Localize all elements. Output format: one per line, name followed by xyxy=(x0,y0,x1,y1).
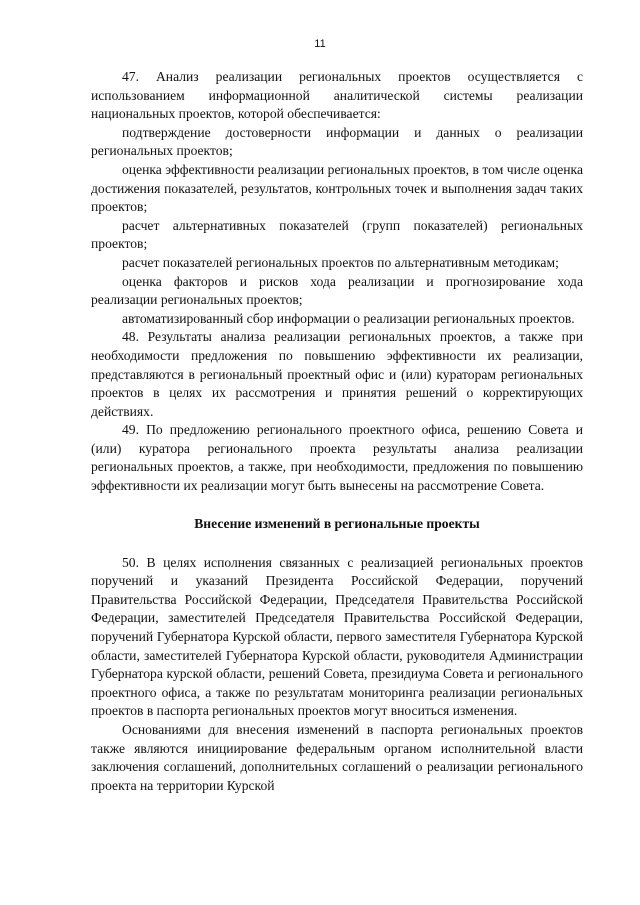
paragraph-49: 49. По предложению регионального проектного офиса, решению Совета и (или) куратора регионального проекта результаты анализа реализации региональных проектов, а также, при необходимости, предложения по повышению эффективности их реализации могут быть вынесены на рассмотрение Совета. xyxy=(91,422,583,494)
section-heading: Внесение изменений в региональные проекты xyxy=(194,515,480,531)
list-item: оценка факторов и рисков хода реализации и прогнозирование хода реализации региональных проектов; xyxy=(91,273,583,308)
paragraph-50: 50. В целях исполнения связанных с реализацией региональных проектов поручений и указаний Президента Российской Федерации, поручений Правительства Российской Федерации, Председателя Правительства Российской Федерации, заместителей Председателя Правительства Российской Федерации, поручений Губернатора Курской области, первого заместителя Губернатора Курской области, заместителей Губернатора Курской области, руководителя Администрации Губернатора курской области, решений Совета, президиума Совета и регионального проектного офиса, а также по результатам мониторинга реализации региональных проектов в паспорта региональных проектов могут вноситься изменения. xyxy=(91,554,583,719)
paragraph-47: 47. Анализ реализации региональных проектов осуществляется с использованием информационной аналитической системы реализации национальных проектов, которой обеспечивается: xyxy=(91,69,583,122)
paragraph-bases: Основаниями для внесения изменений в паспорта региональных проектов также являются инициирование федеральным органом исполнительной власти заключения соглашений, дополнительных соглашений о реализации регионального проекта на территории Курской xyxy=(91,722,583,793)
page-number: 11 xyxy=(314,38,326,50)
paragraph-48: 48. Результаты анализа реализации региональных проектов, а также при необходимости предложения по повышению эффективности их реализации, представляются в региональный проектный офис и (или) кураторам региональных проектов в целях их рассмотрения и принятия решений о корректирующих действиях. xyxy=(91,329,583,419)
document-body xyxy=(91,68,583,795)
list-item: автоматизированный сбор информации о реализации региональных проектов. xyxy=(122,310,575,326)
list-item: оценка эффективности реализации региональных проектов, в том числе оценка достижения показателей, результатов, контрольных точек и выполнения задач таких проектов; xyxy=(91,161,583,215)
list-item: подтверждение достоверности информации и данных о реализации региональных проектов; xyxy=(91,124,583,159)
list-item: расчет показателей региональных проектов по альтернативным методикам; xyxy=(122,254,559,270)
list-item: расчет альтернативных показателей (групп показателей) региональных проектов; xyxy=(91,217,583,252)
